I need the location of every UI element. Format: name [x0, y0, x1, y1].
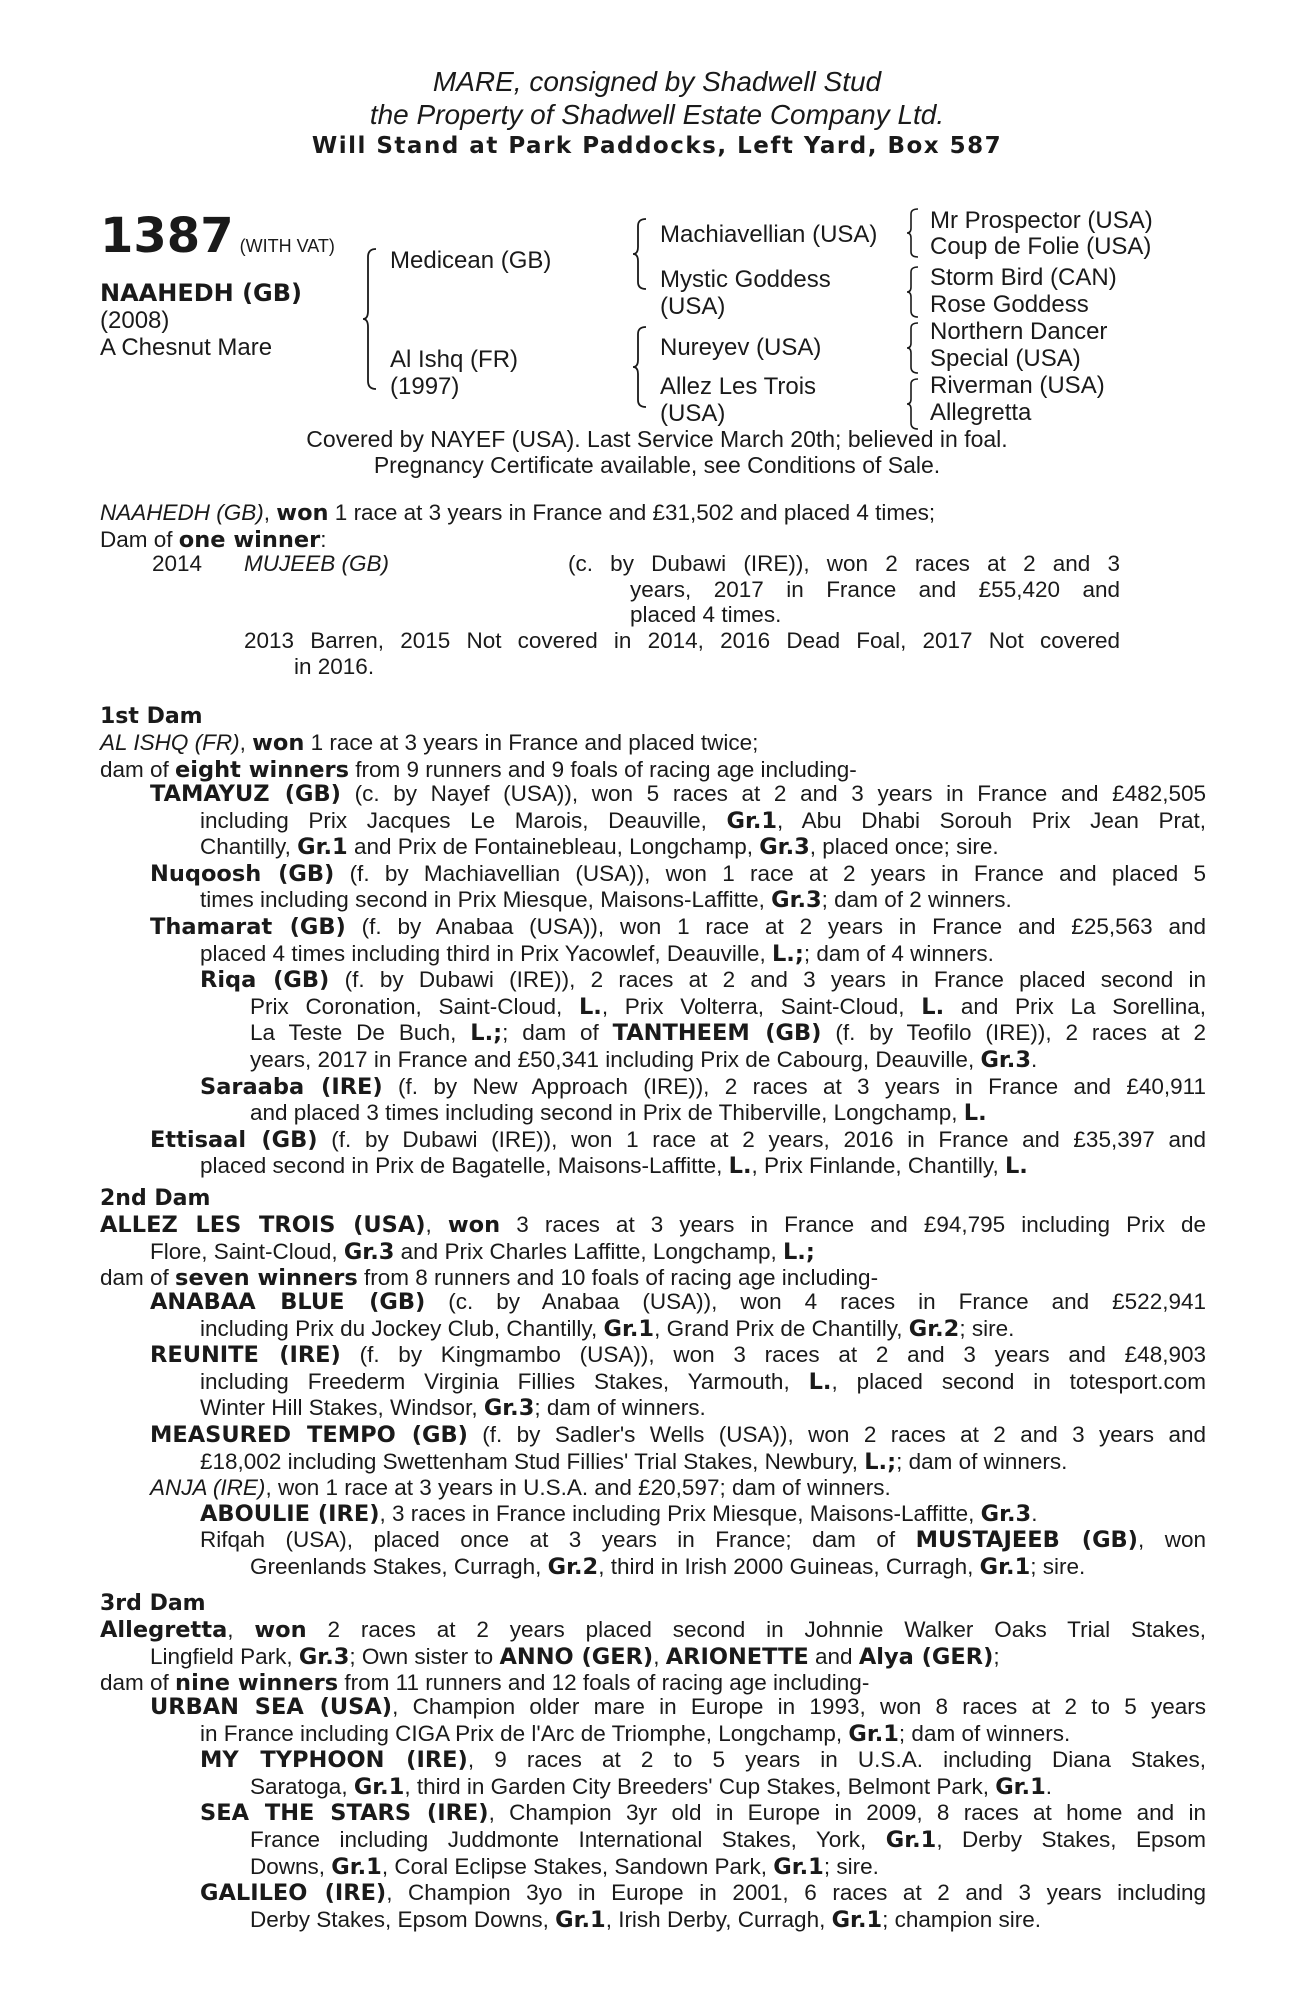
- horse-year: (2008): [100, 307, 170, 334]
- pedigree-sss: Mr Prospector (USA): [930, 207, 1153, 234]
- horse-description: A Chesnut Mare: [100, 334, 273, 361]
- pedigree-brace-ss: [906, 208, 920, 258]
- consignor-line: MARE, consigned by Shadwell Stud: [432, 66, 882, 97]
- pedigree-dam-dam-country: (USA): [660, 400, 726, 427]
- pedigree-ddd: Allegretta: [930, 399, 1032, 426]
- second-dam-progeny: ANABAA BLUE (GB) (c. by Anabaa (USA)), won 4 races in France and £522,941 including Prix du Jockey Club, Chantilly, Gr.1, Grand Prix de Chantilly, Gr.2; sire. REUNITE (IRE) (f. by Kingmambo (USA)), won 3 races at 2 and 3 years and £48,903 including Freederm Virginia Fillies Stakes, Yarmouth, L., placed second in totesport.com Winter Hill Stakes, Windsor, Gr.3; dam of winners. MEASURED TEMPO (GB) (f. by Sadler's Wells (USA)), won 2 races at 2 and 3 years and £18,002 including Swettenham Stud Fillies' Trial Stakes, Newbury, L.;; dam of winners. ANJA (IRE), won 1 race at 3 years in U.S.A. and £20,597; dam of winners. ABOULIE (IRE), 3 races in France including Prix Miesque, Maisons-Laffitte, Gr.3. Rifqah (USA), placed once at 3 years in France; dam of MUSTAJEEB (GB), won Greenlands Stakes, Curragh, Gr.2, third in Irish 2000 Guineas, Curragh, Gr.1; sire.: [150, 1289, 1206, 1580]
- second-dam-heading: 2nd Dam: [100, 1186, 211, 1211]
- pedigree-sdd: Rose Goddess: [930, 291, 1089, 318]
- produce-record: NAAHEDH (GB), won 1 race at 3 years in France and £31,502 and placed 4 times; Dam of one winner:: [100, 500, 936, 553]
- lot-number: 1387: [100, 208, 234, 264]
- pedigree-dam-sire: Nureyev (USA): [660, 334, 822, 361]
- covering-note: Covered by NAYEF (USA). Last Service March 20th; believed in foal.: [306, 426, 1008, 452]
- pedigree-brace-dd: [906, 378, 920, 430]
- horse-name: NAAHEDH (GB): [100, 279, 303, 307]
- pedigree-ssd: Coup de Folie (USA): [930, 233, 1152, 260]
- produce-foal-record: (c. by Dubawi (IRE)), won 2 races at 2 and 3 years, 2017 in France and £55,420 and placed 4 times.: [568, 551, 1120, 628]
- pedigree-brace-ds: [906, 322, 920, 374]
- pedigree-dds: Riverman (USA): [930, 372, 1105, 399]
- first-dam-heading: 1st Dam: [100, 704, 203, 729]
- pedigree-dsd: Special (USA): [930, 345, 1081, 372]
- third-dam-record: Allegretta, won 2 races at 2 years placed second in Johnnie Walker Oaks Trial Stakes, Lingfield Park, Gr.3; Own sister to ANNO (GER), ARIONETTE and Alya (GER); dam of nine winners from 11 runners and 12 foals of racing age including-: [100, 1617, 1206, 1697]
- pedigree-dam: Al Ishq (FR): [390, 346, 519, 373]
- pedigree-sds: Storm Bird (CAN): [930, 264, 1117, 291]
- property-line: the Property of Shadwell Estate Company Ltd.: [369, 99, 945, 130]
- pedigree-sire: Medicean (GB): [390, 247, 552, 274]
- pedigree-dam-dam: Allez Les Trois: [660, 373, 817, 400]
- pedigree-brace-main: [362, 248, 378, 390]
- second-dam-record: ALLEZ LES TROIS (USA), won 3 races at 3 years in France and £94,795 including Prix de Flore, Saint-Cloud, Gr.3 and Prix Charles Laffitte, Longchamp, L.; dam of seven winners from 8 runners and 10 foals of racing age including-: [100, 1212, 1206, 1292]
- produce-year: 2014: [152, 551, 203, 576]
- lot-number-block: [100, 210, 335, 262]
- produce-other-years: 2013 Barren, 2015 Not covered in 2014, 2016 Dead Foal, 2017 Not covered in 2016.: [244, 628, 1120, 679]
- pedigree-dam-year: (1997): [390, 373, 460, 400]
- third-dam-progeny: URBAN SEA (USA), Champion older mare in Europe in 1993, won 8 races at 2 to 5 years in France including CIGA Prix de l'Arc de Triomphe, Longchamp, Gr.1; dam of winners. MY TYPHOON (IRE), 9 races at 2 to 5 years in U.S.A. including Diana Stakes, Saratoga, Gr.1, third in Garden City Breeders' Cup Stakes, Belmont Park, Gr.1. SEA THE STARS (IRE), Champion 3yr old in Europe in 2009, 8 races at home and in France including Juddmonte International Stakes, York, Gr.1, Derby Stakes, Epsom Downs, Gr.1, Coral Eclipse Stakes, Sandown Park, Gr.1; sire. GALILEO (IRE), Champion 3yo in Europe in 2001, 6 races at 2 and 3 years including Derby Stakes, Epsom Downs, Gr.1, Irish Derby, Curragh, Gr.1; champion sire.: [150, 1694, 1207, 1933]
- third-dam-heading: 3rd Dam: [100, 1591, 206, 1616]
- pedigree-brace-sire: [632, 218, 648, 290]
- produce-foal-name: MUJEEB (GB): [244, 551, 390, 576]
- stand-location: Will Stand at Park Paddocks, Left Yard, Box 587: [311, 133, 1003, 159]
- pedigree-brace-dam: [632, 326, 648, 408]
- first-dam-progeny: TAMAYUZ (GB) (c. by Nayef (USA)), won 5 races at 2 and 3 years in France and £482,505 including Prix Jacques Le Marois, Deauville, Gr.1, Abu Dhabi Sorouh Prix Jean Prat, Chantilly, Gr.1 and Prix de Fontainebleau, Longchamp, Gr.3, placed once; sire. Nuqoosh (GB) (f. by Machiavellian (USA)), won 1 race at 2 years in France and placed 5 times including second in Prix Miesque, Maisons-Laffitte, Gr.3; dam of 2 winners. Thamarat (GB) (f. by Anabaa (USA)), won 1 race at 2 years in France and £25,563 and placed 4 times including third in Prix Yacowlef, Deauville, L.;; dam of 4 winners. Riqa (GB) (f. by Dubawi (IRE)), 2 races at 2 and 3 years in France placed second in Prix Coronation, Saint-Cloud, L., Prix Volterra, Saint-Cloud, L. and Prix La Sorellina, La Teste De Buch, L.;; dam of TANTHEEM (GB) (f. by Teofilo (IRE)), 2 races at 2 years, 2017 in France and £50,341 including Prix de Cabourg, Deauville, Gr.3. Saraaba (IRE) (f. by New Approach (IRE)), 2 races at 3 years in France and £40,911 and placed 3 times including second in Prix de Thiberville, Longchamp, L. Ettisaal (GB) (f. by Dubawi (IRE)), won 1 race at 2 years, 2016 in France and £35,397 and placed second in Prix de Bagatelle, Maisons-Laffitte, L., Prix Finlande, Chantilly, L.: [150, 781, 1207, 1180]
- first-dam-record: AL ISHQ (FR), won 1 race at 3 years in France and placed twice; dam of eight winners from 9 runners and 9 foals of racing age including-: [100, 730, 857, 783]
- pedigree-brace-sd: [906, 266, 920, 318]
- pedigree-dss: Northern Dancer: [930, 318, 1108, 345]
- vat-note: (WITH VAT): [239, 236, 335, 256]
- pedigree-sire-sire: Machiavellian (USA): [660, 221, 878, 248]
- pedigree-sire-dam: Mystic Goddess: [660, 266, 831, 293]
- pregnancy-note: Pregnancy Certificate available, see Conditions of Sale.: [373, 452, 941, 478]
- pedigree-sire-dam-country: (USA): [660, 293, 726, 320]
